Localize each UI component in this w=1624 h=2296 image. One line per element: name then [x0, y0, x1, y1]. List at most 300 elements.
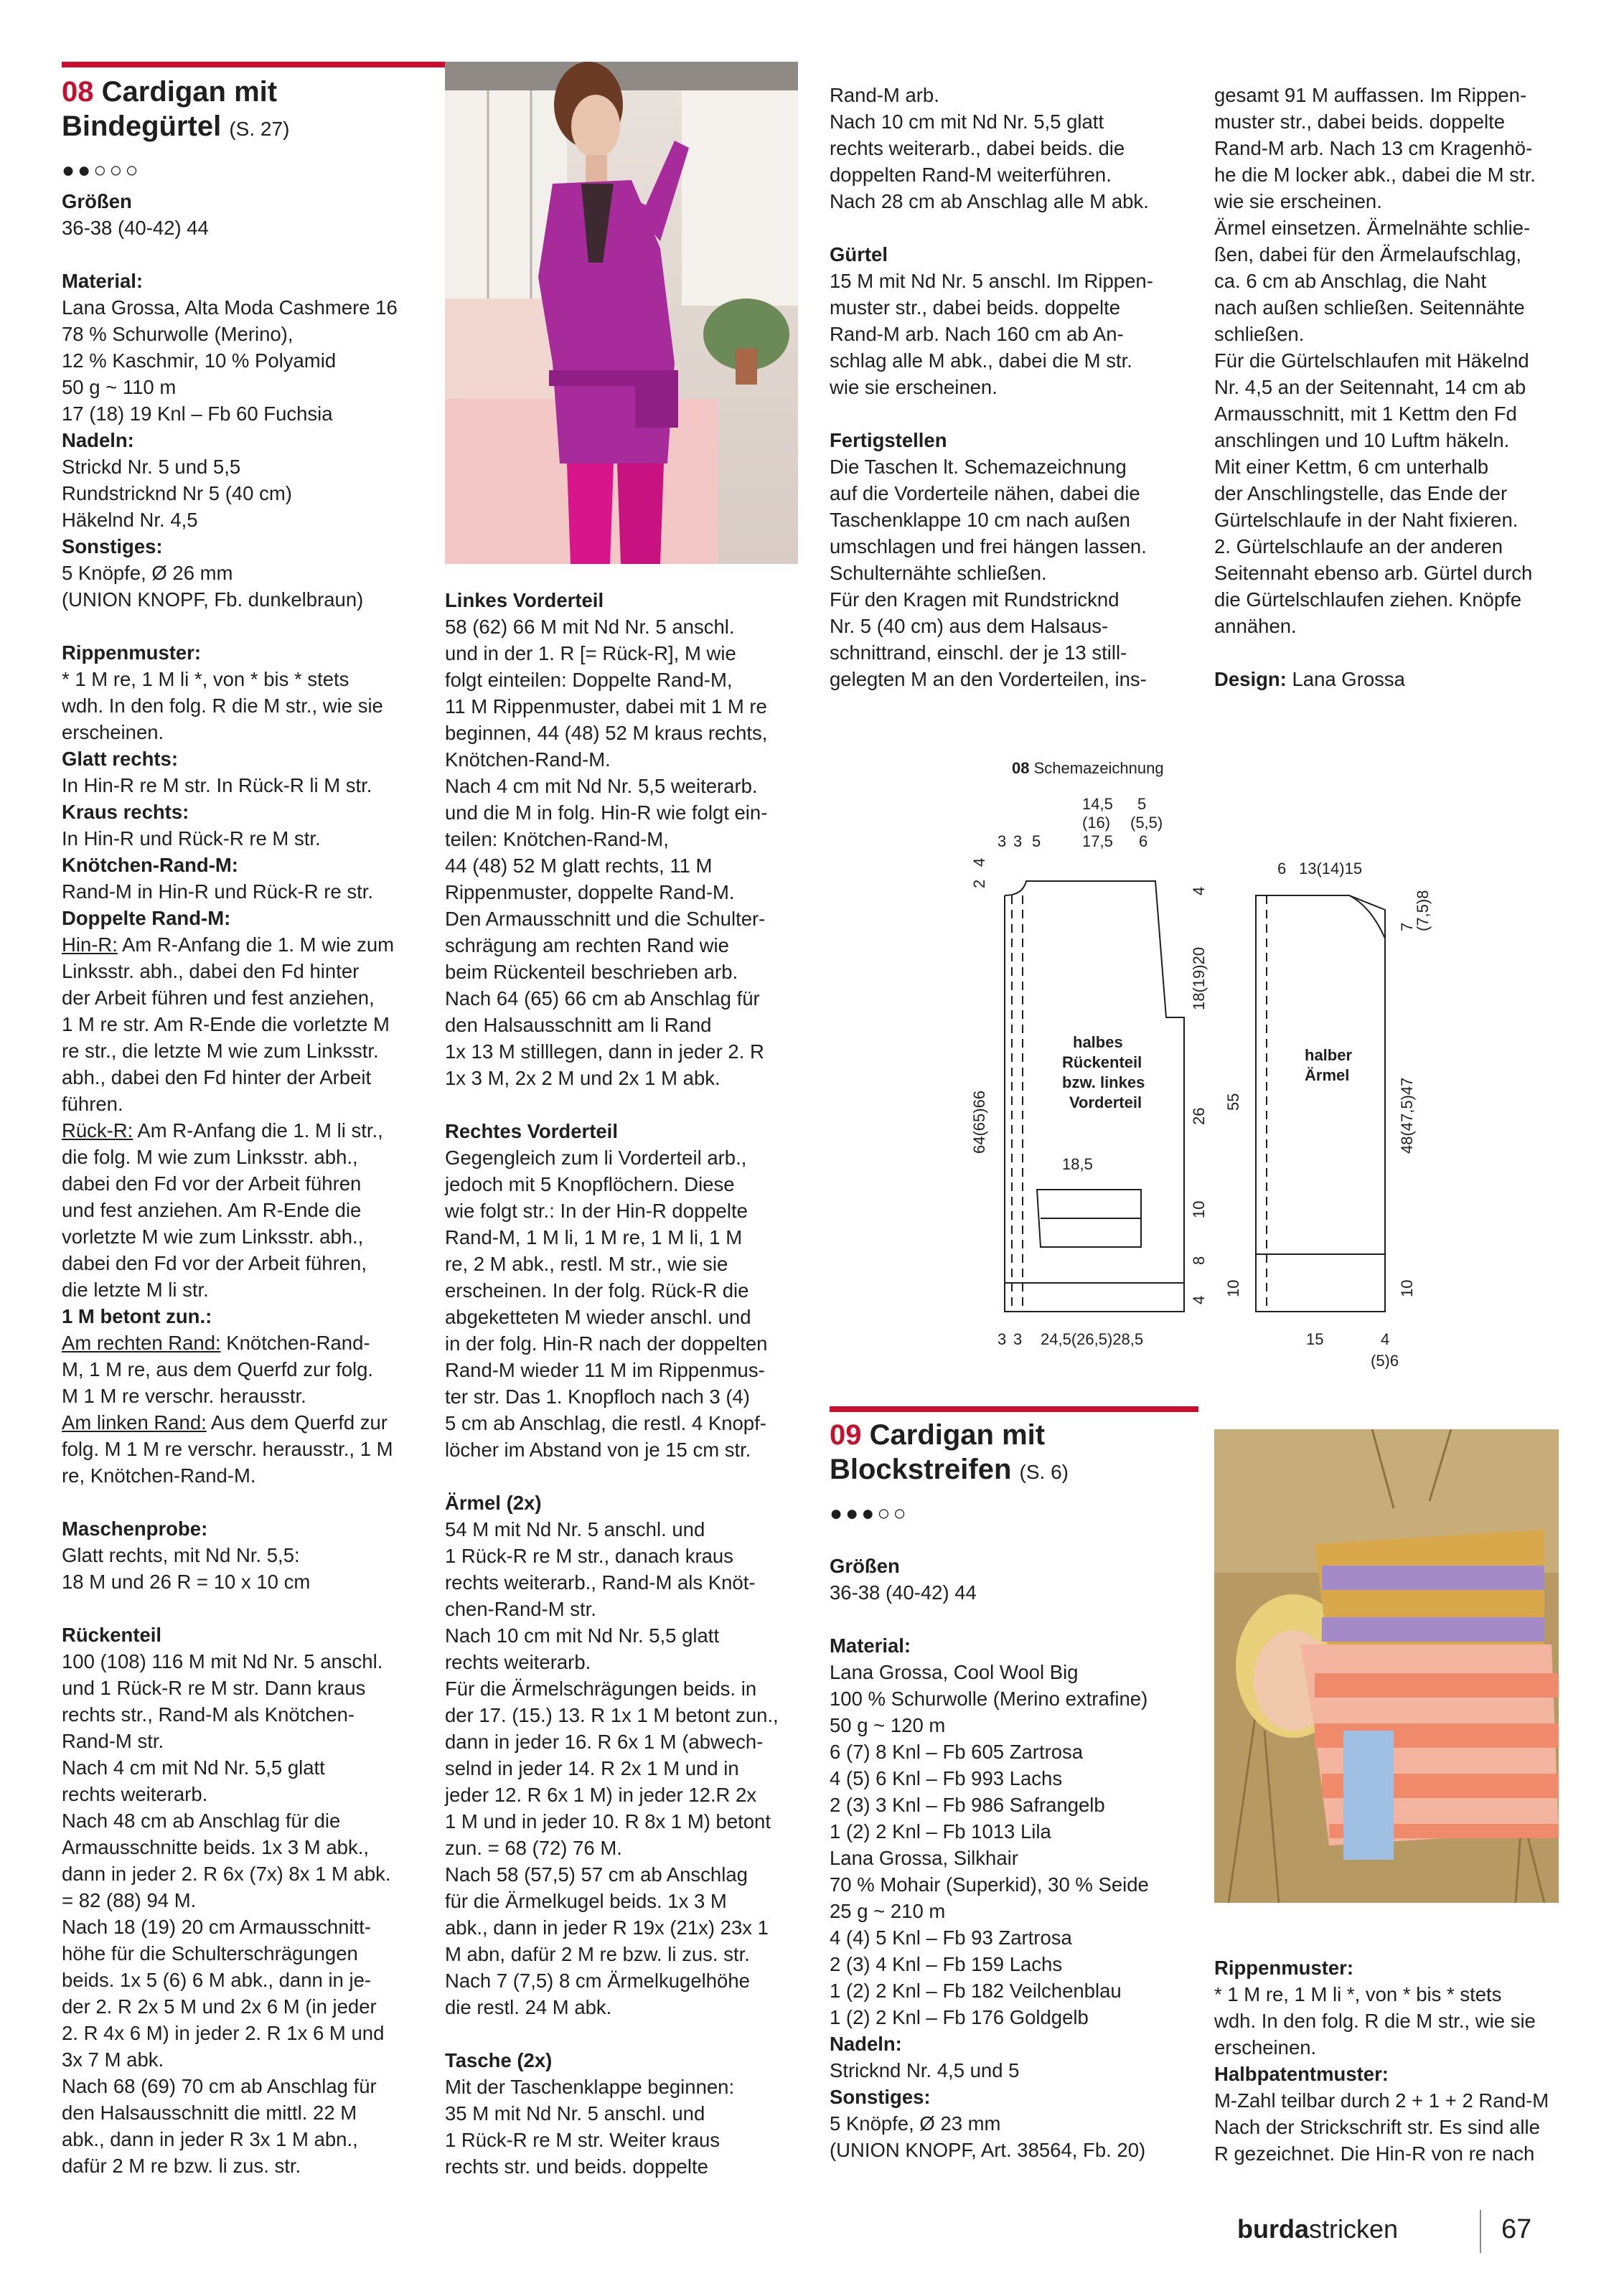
text-line [830, 560, 1188, 586]
paragraph-gap [830, 400, 1188, 427]
line-text: der Anschlingstelle, das Ende der [1214, 482, 1508, 504]
svg-text:17,5: 17,5 [1082, 832, 1113, 850]
svg-text:48(47,5)47: 48(47,5)47 [1398, 1077, 1416, 1154]
line-text: re, Knötchen-Rand-M. [62, 1464, 256, 1487]
text-line [62, 2152, 435, 2179]
line-text: Maschenprobe: [62, 1518, 208, 1540]
footer-divider [1480, 2210, 1481, 2253]
text-line [830, 1951, 1203, 1977]
text-line [445, 1808, 804, 1835]
text-line [62, 294, 435, 321]
svg-text:Vorderteil: Vorderteil [1069, 1093, 1142, 1111]
text-line [62, 586, 435, 613]
text-line [62, 1038, 435, 1064]
svg-text:2: 2 [970, 879, 988, 888]
line-text: 35 M mit Nd Nr. 5 anschl. und [445, 2102, 705, 2125]
text-line [62, 1117, 435, 1144]
text-line [62, 772, 435, 799]
underlined-label: Hin-R: [62, 933, 118, 956]
pattern-09-title [830, 1418, 1203, 1490]
line-text: (UNION KNOPF, Art. 38564, Fb. 20) [830, 2139, 1146, 2161]
difficulty-rating: ●●○○○ [62, 159, 141, 182]
line-text: 100 (108) 116 M mit Nd Nr. 5 anschl. [62, 1650, 383, 1672]
text-line [830, 188, 1188, 215]
line-text: und die M in folg. Hin-R wie folgt ein- [445, 801, 768, 824]
text-line [62, 1807, 435, 1834]
line-text: rechts weiterarb. [62, 1783, 208, 1805]
svg-text:24,5(26,5)28,5: 24,5(26,5)28,5 [1041, 1330, 1144, 1348]
text-line [830, 1579, 1203, 1606]
svg-text:13(14)15: 13(14)15 [1299, 860, 1363, 878]
line-text: rechts weiterarb., Rand-M als Knöt- [445, 1571, 756, 1594]
section-heading [830, 241, 1188, 268]
line-text: Nach 28 cm ab Anschlag alle M abk. [830, 190, 1149, 212]
text-line [62, 1223, 435, 1250]
text-line [830, 268, 1188, 294]
text-line [830, 1659, 1203, 1685]
line-text: 44 (48) 52 M glatt rechts, 11 M [445, 855, 713, 877]
line-text: Strickd Nr. 5 und 5,5 [62, 456, 241, 478]
section-heading [62, 905, 435, 931]
line-text: Die Taschen lt. Schemazeichnung [830, 456, 1127, 478]
line-text: Knötchen-Rand-M: [62, 854, 238, 876]
line-text: Rückenteil [62, 1624, 162, 1646]
svg-text:10: 10 [1190, 1200, 1208, 1218]
text-line [62, 1356, 435, 1383]
text-line [62, 374, 435, 400]
line-text: R gezeichnet. Die Hin-R von re nach [1214, 2142, 1535, 2165]
line-text: der Arbeit führen und fest anziehen, [62, 987, 375, 1009]
line-text: Material: [62, 270, 144, 292]
line-text: re str., die letzte M wie zum Linksstr. [62, 1040, 379, 1062]
footer-brand-rest: stricken [1309, 2214, 1399, 2244]
text-line [830, 1792, 1203, 1818]
text-line [445, 1755, 804, 1782]
line-text: Rand-M arb. Nach 13 cm Kragenhö- [1214, 137, 1533, 159]
line-text: und 1 Rück-R re M str. Dann kraus [62, 1677, 366, 1699]
line-text: schnittrand, einschl. der je 13 still- [830, 641, 1127, 664]
line-text: 25 g ~ 210 m [830, 1900, 946, 1922]
line-text: Schulternähte schließen. [830, 562, 1047, 584]
text-line [1214, 2114, 1573, 2140]
line-text: Rippenmuster: [62, 641, 202, 664]
text-line [445, 693, 804, 720]
line-text: anschlingen und 10 Luftm häkeln. [1214, 429, 1510, 451]
line-text: teilen: Knötchen-Rand-M, [445, 828, 669, 850]
svg-text:Ärmel: Ärmel [1305, 1066, 1350, 1084]
text-line [830, 533, 1188, 560]
text-line [62, 1940, 435, 1967]
line-text: Nach 10 cm mit Nd Nr. 5,5 glatt [830, 110, 1104, 133]
text-line [62, 958, 435, 984]
line-text: dann in jeder 16. R 6x 1 M (abwech- [445, 1731, 764, 1753]
text-line [1214, 560, 1573, 586]
section-heading [830, 1632, 1203, 1659]
pattern-09-title-line1: Cardigan mit [869, 1419, 1046, 1451]
pattern-09-header [830, 1418, 1203, 1530]
text-line [445, 1304, 804, 1330]
line-text: Größen [62, 190, 132, 212]
underlined-label: Rück-R: [62, 1119, 133, 1142]
line-text: 12 % Kaschmir, 10 % Polyamid [62, 349, 337, 372]
line-text: den Halsausschnitt die mittl. 22 M [62, 2102, 357, 2124]
svg-text:18(19)20: 18(19)20 [1190, 946, 1208, 1010]
text-line [445, 1038, 804, 1065]
text-line [1214, 161, 1573, 188]
text-line [1214, 2140, 1573, 2167]
text-line [445, 1782, 804, 1808]
line-text: rechts str., Rand-M als Knötchen- [62, 1703, 355, 1726]
line-text: In Hin-R und Rück-R re M str. [62, 827, 321, 850]
text-line [445, 1383, 804, 1410]
text-line [62, 2073, 435, 2099]
text-line [1214, 586, 1573, 613]
line-text: 1 M re str. Am R-Ende die vorletzte M [62, 1013, 390, 1035]
section-heading [62, 1303, 435, 1330]
text-line [1214, 347, 1573, 374]
line-text: Nach 7 (7,5) 8 cm Ärmelkugelhöhe [445, 1970, 750, 1992]
line-text: 36-38 (40-42) 44 [830, 1581, 977, 1604]
line-text: M 1 M re verschr. herausstr. [62, 1385, 306, 1407]
pattern-09-number: 09 [830, 1419, 862, 1451]
text-line [445, 720, 804, 746]
text-line [445, 1649, 804, 1675]
section-heading [62, 745, 435, 772]
line-text: Für den Kragen mit Rundstricknd [830, 588, 1120, 611]
svg-text:26: 26 [1190, 1107, 1208, 1125]
section-heading [830, 1553, 1203, 1579]
svg-text:5: 5 [1137, 795, 1147, 813]
section-heading [62, 188, 435, 215]
svg-text:4: 4 [1190, 1295, 1208, 1304]
text-line [1214, 427, 1573, 453]
text-line [62, 1887, 435, 1914]
text-line [445, 1065, 804, 1091]
text-line [1214, 188, 1573, 215]
line-text: beids. 1x 5 (6) 6 M abk., dann in je- [62, 1969, 372, 1991]
line-text: jedoch mit 5 Knopflöchern. Diese [445, 1173, 735, 1195]
line-text: Rippenmuster: [1214, 1957, 1354, 1979]
line-text: Für die Gürtelschlaufen mit Häkelnd [1214, 349, 1529, 372]
line-text: führen. [62, 1093, 123, 1115]
line-text: 1 Rück-R re M str., danach kraus [445, 1545, 733, 1567]
text-line [62, 560, 435, 586]
line-text: Stricknd Nr. 4,5 und 5 [830, 2059, 1020, 2081]
line-text: 5 Knöpfe, Ø 23 mm [830, 2112, 1001, 2135]
text-line [445, 1357, 804, 1383]
section-heading [445, 1118, 804, 1144]
text-line [445, 1569, 804, 1596]
line-text: Linkes Vorderteil [445, 589, 604, 611]
photo-striped-cardigan [1214, 1429, 1559, 1903]
text-line [445, 1251, 804, 1277]
line-text: In Hin-R re M str. In Rück-R li M str. [62, 774, 372, 796]
text-line [62, 1860, 435, 1887]
text-line [445, 826, 804, 852]
section-heading [62, 852, 435, 878]
line-text: Gürtelschlaufe in der Naht fixieren. [1214, 509, 1519, 531]
header-rule-pattern-09 [830, 1406, 1198, 1412]
text-line [445, 799, 804, 826]
pattern-08-title-line2: Bindegürtel [62, 110, 222, 142]
text-line [62, 1568, 435, 1595]
line-text: 18 M und 26 R = 10 x 10 cm [62, 1571, 311, 1593]
text-line [62, 480, 435, 507]
line-text: M-Zahl teilbar durch 2 + 1 + 2 Rand-M [1214, 2089, 1549, 2112]
line-text: selnd in jeder 14. R 2x 1 M und in [445, 1757, 739, 1779]
section-heading [445, 2047, 804, 2074]
text-line [445, 959, 804, 985]
text-line [445, 773, 804, 799]
column-5-text [830, 1553, 1203, 2163]
line-text: 1 (2) 2 Knl – Fb 182 Veilchenblau [830, 1980, 1122, 2002]
text-line [62, 1409, 435, 1436]
text-line [62, 719, 435, 745]
text-line [830, 2057, 1203, 2084]
svg-text:(16): (16) [1082, 814, 1111, 832]
svg-text:18,5: 18,5 [1062, 1155, 1093, 1173]
pattern-08-number: 08 [62, 76, 94, 108]
line-text: he die M locker abk., dabei die M str. [1214, 164, 1536, 186]
line-text: 1 M betont zun.: [62, 1305, 212, 1327]
line-text: * 1 M re, 1 M li *, von * bis * stets [1214, 1983, 1502, 2005]
svg-text:3: 3 [998, 1330, 1007, 1348]
text-line [445, 1835, 804, 1861]
text-line [830, 453, 1188, 480]
svg-text:bzw. linkes: bzw. linkes [1062, 1073, 1145, 1091]
line-text: zun. = 68 (72) 76 M. [445, 1837, 622, 1859]
text-line [445, 1516, 804, 1543]
text-line [62, 2020, 435, 2046]
text-line [62, 347, 435, 374]
text-line [1214, 480, 1573, 507]
text-line [830, 1871, 1203, 1898]
line-text: Aus dem Querfd zur [206, 1411, 388, 1434]
line-text: wie sie erscheinen. [830, 376, 998, 398]
svg-text:(7,5)8: (7,5)8 [1414, 890, 1432, 931]
line-text: Größen [830, 1555, 900, 1577]
section-heading [830, 427, 1188, 453]
svg-text:(5)6: (5)6 [1371, 1352, 1399, 1369]
line-text: und fest anziehen. Am R-Ende die [62, 1199, 362, 1221]
line-text: der 2. R 2x 5 M und 2x 6 M (in jeder [62, 1995, 377, 2018]
line-text: Mit einer Kettm, 6 cm unterhalb [1214, 456, 1489, 478]
line-text: Tasche (2x) [445, 2049, 553, 2071]
line-text: gesamt 91 M auffassen. Im Rippen- [1214, 84, 1527, 106]
text-line [830, 1924, 1203, 1951]
text-line [830, 586, 1188, 613]
paragraph-gap [445, 1091, 804, 1118]
text-line [445, 1198, 804, 1224]
text-line [830, 2137, 1203, 2163]
text-line [62, 1781, 435, 1807]
pattern-08-header [62, 75, 435, 187]
diagram-title: 08 Schemazeichnung [1012, 759, 1164, 777]
text-line [830, 1685, 1203, 1712]
text-line [62, 1542, 435, 1568]
text-line [62, 1648, 435, 1675]
text-line [1214, 241, 1573, 268]
text-line [62, 1091, 435, 1117]
paragraph-gap [62, 241, 435, 268]
line-text: Nach 4 cm mit Nd Nr. 5,5 glatt [62, 1756, 325, 1779]
text-line [830, 1818, 1203, 1845]
photo-fuchsia-cardigan-image [445, 62, 798, 564]
line-text: (UNION KNOPF, Fb. dunkelbraun) [62, 588, 364, 611]
text-line [445, 1596, 804, 1622]
text-line [830, 480, 1188, 507]
svg-text:4: 4 [970, 857, 988, 867]
text-line [445, 1622, 804, 1649]
photo-fuchsia-cardigan [445, 62, 798, 564]
line-text: Doppelte Rand-M: [62, 907, 231, 929]
line-text: Am R-Anfang die 1. M li str., [133, 1119, 383, 1142]
line-text: Nach 4 cm mit Nd Nr. 5,5 weiterarb. [445, 775, 758, 797]
text-line [445, 1277, 804, 1304]
svg-text:Rückenteil: Rückenteil [1062, 1053, 1142, 1071]
line-text: 2 (3) 4 Knl – Fb 159 Lachs [830, 1953, 1063, 1975]
line-text: Häkelnd Nr. 4,5 [62, 509, 198, 531]
text-line [1214, 2008, 1573, 2034]
line-text: schließen. [1214, 323, 1305, 345]
line-text: Nr. 4,5 an der Seitennaht, 14 cm ab [1214, 376, 1526, 398]
line-text: wdh. In den folg. R die M str., wie sie [1214, 2010, 1536, 2032]
section-heading [62, 799, 435, 825]
line-text: rechts weiterarb., dabei beids. die [830, 137, 1125, 159]
diagram-sleeve-label [1305, 1046, 1352, 1084]
line-text: schlag alle M abk., dabei die M str. [830, 349, 1132, 372]
line-text: umschlagen und frei hängen lassen. [830, 535, 1147, 557]
line-text: chen-Rand-M str. [445, 1598, 596, 1620]
paragraph-gap [830, 215, 1188, 241]
line-text: Rundstricknd Nr 5 (40 cm) [62, 482, 292, 504]
line-text: Nach der Strickschrift str. Es sind alle [1214, 2116, 1540, 2138]
line-text: 100 % Schurwolle (Merino extrafine) [830, 1688, 1148, 1710]
line-text: abgeketteten M wieder anschl. und [445, 1306, 751, 1328]
line-text: 1 M und in jeder 10. R 8x 1 M) betont [445, 1810, 771, 1832]
svg-text:5: 5 [1032, 832, 1041, 850]
text-line [445, 1144, 804, 1171]
line-text: M abn, dafür 2 M re bzw. li zus. str. [445, 1943, 750, 1965]
text-line [830, 639, 1188, 666]
line-text: dafür 2 M re bzw. li zus. str. [62, 2155, 301, 2177]
line-text: Gegengleich zum li Vorderteil arb., [445, 1147, 747, 1169]
line-text: auf die Vorderteile nähen, dabei die [830, 482, 1140, 504]
line-text: Rand-M, 1 M li, 1 M re, 1 M li, 1 M [445, 1226, 743, 1248]
text-line [1214, 2087, 1573, 2114]
text-line [830, 347, 1188, 374]
line-text: Ärmel einsetzen. Ärmelnähte schlie- [1214, 217, 1531, 239]
paragraph-gap [830, 1606, 1203, 1632]
line-text: Nach 58 (57,5) 57 cm ab Anschlag [445, 1863, 748, 1886]
svg-text:halbes: halbes [1073, 1033, 1123, 1051]
line-text: höhe für die Schulterschrägungen [62, 1942, 358, 1965]
footer-brand-bold: burda [1237, 2214, 1310, 2244]
text-line [1214, 507, 1573, 533]
section-heading [445, 587, 804, 613]
line-text: 50 g ~ 120 m [830, 1714, 946, 1736]
line-text: 58 (62) 66 M mit Nd Nr. 5 anschl. [445, 616, 735, 638]
svg-text:(5,5): (5,5) [1130, 814, 1163, 832]
line-text: Glatt rechts: [62, 748, 178, 770]
text-line [445, 879, 804, 905]
column-3-text [830, 82, 1188, 692]
line-text: Ärmel (2x) [445, 1492, 542, 1514]
section-heading [62, 268, 435, 294]
paragraph-gap [62, 613, 435, 639]
line-text: Knötchen-Rand- [220, 1332, 370, 1354]
svg-text:6: 6 [1139, 832, 1148, 850]
line-text: Armausschnitte beids. 1x 3 M abk., [62, 1836, 369, 1858]
line-text: Nach 68 (69) 70 cm ab Anschlag für [62, 2075, 377, 2097]
paragraph-gap [62, 1489, 435, 1515]
line-text: muster str., dabei beids. doppelte [830, 296, 1121, 319]
line-text: und in der 1. R [= Rück-R], M wie [445, 642, 736, 664]
text-line [62, 1250, 435, 1276]
text-line [1214, 2034, 1573, 2061]
text-line [62, 1834, 435, 1860]
line-text: Nadeln: [62, 429, 134, 451]
text-line [830, 108, 1188, 135]
line-text: wdh. In den folg. R die M str., wie sie [62, 695, 383, 717]
svg-text:4: 4 [1190, 886, 1208, 895]
svg-text:3: 3 [998, 832, 1007, 850]
line-text: Rand-M wieder 11 M im Rippenmus- [445, 1359, 765, 1381]
pattern-08-page-ref: (S. 27) [229, 118, 290, 140]
line-text: ca. 6 cm ab Anschlag, die Naht [1214, 270, 1487, 292]
text-line [830, 1739, 1203, 1765]
text-line [830, 161, 1188, 188]
line-text: Knötchen-Rand-M. [445, 748, 611, 771]
text-line [830, 613, 1188, 639]
svg-text:7: 7 [1398, 922, 1416, 931]
line-text: folgt einteilen: Doppelte Rand-M, [445, 669, 733, 691]
line-text: 3x 7 M abk. [62, 2048, 164, 2071]
line-text: beim Rückenteil beschrieben arb. [445, 961, 738, 983]
text-line [62, 400, 435, 427]
text-line [830, 374, 1188, 400]
line-text: abk., dann in jeder R 19x (21x) 23x 1 [445, 1916, 769, 1939]
text-line [830, 666, 1188, 692]
line-text: * 1 M re, 1 M li *, von * bis * stets [62, 668, 349, 690]
line-text: dabei den Fd vor der Arbeit führen, [62, 1252, 367, 1274]
line-text: Am R-Anfang die 1. M wie zum [117, 933, 395, 956]
paragraph-gap [445, 1463, 804, 1490]
line-text: ßen, dabei für den Ärmelaufschlag, [1214, 243, 1522, 265]
text-line [62, 1675, 435, 1701]
line-text: Lana Grossa, Silkhair [830, 1847, 1018, 1869]
text-line [445, 746, 804, 773]
svg-text:6: 6 [1277, 860, 1287, 878]
text-line [1214, 215, 1573, 241]
line-text: Nadeln: [830, 2033, 902, 2055]
line-text: jeder 12. R 6x 1 M) in jeder 12.R 2x [445, 1784, 757, 1806]
line-text: dann in jeder 2. R 6x (7x) 8x 1 M abk. [62, 1863, 391, 1885]
line-text: 1 (2) 2 Knl – Fb 176 Goldgelb [830, 2006, 1089, 2028]
text-line [62, 1993, 435, 2020]
text-line [445, 1330, 804, 1357]
line-text: rechts str. und beids. doppelte [445, 2155, 708, 2178]
text-line [830, 1977, 1203, 2004]
pattern-08-title [62, 75, 435, 146]
text-line [1214, 1981, 1573, 2008]
line-text: wie folgt str.: In der Hin-R doppelte [445, 1200, 748, 1222]
text-line [445, 667, 804, 693]
text-line [1214, 108, 1573, 135]
text-line [445, 2153, 804, 2180]
text-line [445, 640, 804, 667]
line-text: 15 M mit Nd Nr. 5 anschl. Im Rippen- [830, 270, 1153, 292]
